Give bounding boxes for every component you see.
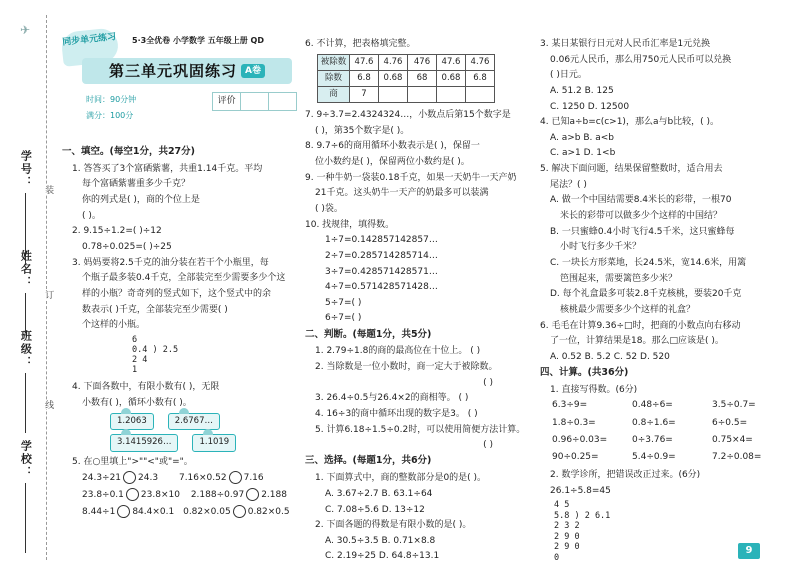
calc-item: 7.2÷0.08=	[712, 451, 762, 462]
name-field	[18, 250, 32, 333]
number-card: 3.1415926…	[110, 434, 178, 451]
page-header	[62, 30, 297, 140]
diagram-row: 2 3 2	[554, 521, 580, 532]
school-field	[18, 440, 32, 553]
compare-circle[interactable]	[246, 488, 259, 501]
q3-line: 个这样的小瓶。	[82, 320, 146, 331]
pattern-line: 3÷7=0.428571428571…	[325, 266, 438, 277]
compare-left: 23.8÷0.1	[82, 489, 124, 500]
diagram-row: 2 9 0	[554, 531, 580, 542]
table-header-cell: 商	[318, 87, 350, 103]
judge-line: 1. 2.79÷1.8的商的最高位在十位上。 ( )	[315, 346, 481, 357]
calc-item: 5.4÷0.9=	[632, 451, 676, 462]
choice-line: 核桃最少需要多少个这样的礼盒？	[560, 304, 696, 315]
compare-right: 23.8×10	[140, 489, 180, 500]
choice-line: 0.06元人民币，那么用750元人民币可以兑换	[550, 54, 732, 65]
student-no-field	[18, 150, 32, 263]
table-answer-cell[interactable]	[466, 87, 495, 103]
score-blank[interactable]	[241, 93, 269, 111]
choice-line: ( )日元。	[550, 70, 587, 81]
number-cards-row	[110, 413, 302, 430]
judge-line: 5. 计算6.18÷1.5÷0.2时，可以使用简便方法计算。	[315, 424, 526, 435]
choice-line: 4. 已知a÷b=c(c>1)，那么a与b比较，( )。	[540, 117, 720, 128]
calc-item: 0.48÷6=	[632, 400, 673, 411]
q1-line: 1. 答答买了3个富硒紫薯，共重1.14千克。平均	[72, 163, 263, 174]
compare-right: 84.4×0.1	[132, 506, 175, 517]
choice-line: C. 一块长方形菜地，长24.5米，宽14.6米，用篱	[550, 257, 747, 268]
compare-circle[interactable]	[117, 505, 130, 518]
section-fill-title: 一、填空。(每空1分，共27分)	[62, 146, 196, 157]
compare-left: 24.3÷21	[82, 473, 122, 484]
compare-left: 7.16×0.52	[178, 473, 227, 484]
calc-item: 0.8÷1.6=	[632, 417, 676, 428]
section-choice-title: 三、选择。(每题1分，共6分)	[305, 455, 432, 467]
table-answer-cell[interactable]	[408, 87, 437, 103]
name-label: 姓名：	[19, 250, 33, 289]
class-field	[18, 330, 32, 433]
q9-line: 9. 一种牛奶一袋装0.18千克，如果一天奶牛一天产奶	[305, 172, 517, 183]
q1-line: ( )。	[82, 210, 101, 221]
number-card: 1.2063	[110, 413, 154, 430]
choice-line: 小时飞行多少千米？	[560, 242, 642, 253]
pattern-line: 4÷7=0.571428571428…	[325, 282, 438, 293]
pattern-line: 1÷7=0.142857142857…	[325, 235, 438, 246]
cut-line	[46, 15, 47, 560]
column-2	[305, 38, 526, 566]
diagram-row: 5.8 ) 2 6.1	[554, 510, 611, 521]
q7-line: 7. 9÷3.7=2.4324324…，小数点后第15个数字是	[305, 110, 511, 121]
table-cell: 476	[408, 55, 437, 71]
choice-line: 5. 解决下面问题，结果保留整数时，适合用去	[540, 164, 723, 175]
calc-item: 6÷0.5=	[712, 417, 748, 428]
calc-item: 0÷3.76=	[632, 434, 673, 445]
q8-line: 8. 9.7÷6的商用循环小数表示是( )，保留一	[305, 141, 480, 152]
calc-item: 90÷0.25=	[552, 451, 599, 462]
choice-line: D. 每个礼盒最多可装2.8千克核桃，要装20千克	[550, 289, 742, 300]
q9-line: ( )袋。	[315, 203, 343, 214]
table-header-cell: 除数	[318, 71, 350, 87]
score-label: 评价	[213, 93, 241, 111]
name-line	[25, 293, 26, 333]
calc-q2: 2. 数学诊所，把错误改正过来。(6分)	[550, 469, 701, 480]
compare-left: 2.188÷0.97	[190, 489, 245, 500]
division-table	[317, 54, 495, 103]
compare-circle[interactable]	[123, 471, 136, 484]
choice-line: C. 1250 D. 12500	[550, 101, 630, 112]
judge-line: ( )	[483, 440, 493, 451]
number-card: 2.6767…	[168, 413, 220, 430]
table-cell: 68	[408, 71, 437, 87]
long-division-diagram	[132, 335, 302, 375]
page-title: 第三单元巩固练习	[109, 61, 238, 80]
table-header-cell: 被除数	[318, 55, 350, 71]
judge-line: ( )	[483, 377, 493, 388]
diagram-row: 0.4 ) 2.5	[132, 344, 179, 355]
choice-line: 1. 下面算式中，商的整数部分是0的是( )。	[315, 473, 487, 484]
number-cards-row	[110, 434, 302, 451]
compare-row	[62, 505, 302, 518]
score-blank-2[interactable]	[269, 93, 297, 111]
table-answer-cell[interactable]	[437, 87, 466, 103]
compare-right: 2.188	[261, 489, 287, 500]
choice-line: 了一位，计算结果是18。那么□应该是( )。	[550, 336, 724, 347]
judge-line: 3. 26.4÷0.5与26.4×2的商相等。 ( )	[315, 393, 469, 404]
calc-item: 0.75×4=	[712, 434, 753, 445]
pattern-line: 2÷7=0.285714285714…	[325, 250, 438, 261]
q3-line: 3. 妈妈要将2.5千克的油分装在若干个小瓶里，每	[72, 257, 269, 268]
title-box	[82, 58, 292, 84]
compare-left: 8.44÷1	[82, 506, 116, 517]
calc-item: 3.5÷0.7=	[712, 400, 756, 411]
column-1	[62, 142, 302, 521]
calc-q2-equation: 26.1÷5.8=45	[550, 485, 611, 496]
q9-line: 21千克。这头奶牛一天产的奶最多可以装满	[315, 188, 489, 199]
diagram-row: 2 9 0	[554, 542, 580, 553]
compare-right: 0.82×0.5	[247, 506, 290, 517]
clock-icon-time: 时间：90分钟	[86, 95, 137, 104]
q2-line: 2. 9.15÷1.2=( )÷12	[72, 226, 162, 237]
class-line	[25, 373, 26, 433]
table-cell: 6.8	[350, 71, 379, 87]
judge-line: 2. 当除数是一位小数时，商一定大于被除数。	[315, 362, 498, 373]
compare-circle[interactable]	[229, 471, 242, 484]
q2-line: 0.78÷0.025=( )÷25	[82, 242, 172, 253]
page-number: 9	[738, 543, 760, 559]
table-cell: 0.68	[437, 71, 466, 87]
section-badge: 同步单元练习	[60, 27, 119, 67]
pattern-line: 5÷7=( )	[325, 297, 362, 308]
choice-line: A. 51.2 B. 125	[550, 85, 614, 96]
choice-line: A. 3.67÷2.7 B. 63.1÷64	[325, 488, 433, 499]
compare-circle[interactable]	[126, 488, 139, 501]
level-badge: A卷	[241, 64, 265, 78]
column-3	[540, 38, 780, 563]
q5-line: 5. 在○里填上">""<"或"="。	[72, 456, 193, 467]
choice-line: 6. 毛毛在计算9.36÷□时，把商的小数点向右移动	[540, 320, 741, 331]
section-calc-title: 四、计算。(共36分)	[540, 366, 629, 378]
cut-mark-3: 线	[43, 400, 54, 409]
compare-row	[62, 471, 302, 484]
q3-line: 样的小瓶？奇奇列的竖式如下，这个竖式中的余	[82, 288, 272, 299]
calc-q1: 1. 直接写得数。(6分)	[550, 384, 638, 395]
binding-strip	[0, 0, 58, 575]
calc-item: 6.3÷9=	[552, 400, 588, 411]
table-cell: 0.68	[379, 71, 408, 87]
exam-meta	[86, 92, 136, 124]
choice-line: 米长的彩带可以做多少个这样的中国结？	[560, 211, 723, 222]
table-cell: 47.6	[350, 55, 379, 71]
q3-line: 数表示( )千克，全部装完至少需要( )	[82, 304, 228, 315]
calc-item: 1.8÷0.3=	[552, 417, 596, 428]
table-cell: 47.6	[437, 55, 466, 71]
student-no-label: 学号：	[19, 150, 33, 189]
q1-line: 每个富硒紫薯重多少千克？	[82, 179, 191, 190]
calc-item: 0.96÷0.03=	[552, 434, 608, 445]
table-answer-cell[interactable]	[379, 87, 408, 103]
compare-row	[62, 488, 302, 501]
choice-line: B. 一只蜜蜂0.4小时飞行4.5千米，这只蜜蜂每	[550, 226, 735, 237]
oral-calc-grid	[552, 399, 780, 463]
table-cell: 4.76	[379, 55, 408, 71]
compare-right: 24.3	[138, 473, 159, 484]
section-judge-title: 二、判断。(每题1分，共5分)	[305, 328, 432, 340]
choice-line: 尾法？( )	[550, 179, 587, 190]
choice-line: C. a>1 D. 1<b	[550, 148, 616, 159]
choice-line: 笆围起来，需要篱笆多少米？	[560, 273, 678, 284]
table-cell: 7	[350, 87, 379, 103]
choice-line: A. 0.52 B. 5.2 C. 52 D. 520	[550, 351, 670, 362]
number-card: 1.1019	[192, 434, 236, 451]
score-table	[212, 92, 297, 111]
choice-line: A. a>b B. a<b	[550, 132, 615, 143]
q3-line: 个瓶子最多装0.4千克，全部装完至少需要多少个这	[82, 273, 286, 284]
diagram-row: 6	[132, 334, 138, 345]
diagram-row: 4 5	[554, 500, 570, 511]
choice-line: A. 做一个中国结需要8.4米长的彩带，一根70	[550, 195, 732, 206]
class-label: 班级：	[19, 330, 33, 369]
q4-line: 小数有( )，循环小数有( )。	[82, 397, 192, 408]
q8-line: 位小数约是( )，保留两位小数约是( )。	[315, 157, 470, 168]
school-label: 学校：	[19, 440, 33, 479]
choice-line: C. 7.08÷5.6 D. 13÷12	[325, 504, 425, 515]
pattern-line: 6÷7=( )	[325, 313, 362, 324]
diagram-row: 0	[554, 552, 560, 563]
cut-mark-1: 装	[43, 185, 54, 194]
table-cell: 6.8	[466, 71, 495, 87]
q6-line: 6. 不计算，把表格填完整。	[305, 39, 416, 49]
q1-line: 你的列式是( )，商的个位上是	[82, 195, 200, 206]
compare-right: 7.16	[243, 473, 264, 484]
q10-line: 10. 找规律，填得数。	[305, 219, 395, 230]
q4-line: 4. 下面各数中，有限小数有( )，无限	[72, 381, 220, 392]
choice-line: A. 30.5÷3.5 B. 0.71×8.8	[325, 535, 436, 546]
table-cell: 4.76	[466, 55, 495, 71]
cut-mark-2: 订	[43, 290, 54, 299]
diagram-row: 2 4	[132, 354, 148, 365]
school-line	[25, 483, 26, 553]
choice-line: C. 2.19÷25 D. 64.8÷13.1	[325, 551, 440, 562]
judge-line: 4. 16÷3的商中循环出现的数字是3。 ( )	[315, 408, 478, 419]
rocket-icon: ✈	[20, 23, 31, 37]
choice-line: 3. 某日某银行日元对人民币汇率是1元兑换	[540, 39, 711, 49]
compare-left: 0.82×0.05	[183, 506, 231, 517]
full-score: 满分：100分	[86, 111, 134, 120]
choice-line: 2. 下面各题的得数是有限小数的是( )。	[315, 520, 472, 531]
brand-line: 5·3全优卷 小学数学 五年级上册 QD	[132, 36, 264, 45]
diagram-row: 1	[132, 364, 138, 375]
compare-circle[interactable]	[233, 505, 246, 518]
q7-line: ( )，第35个数字是( )。	[315, 125, 410, 136]
